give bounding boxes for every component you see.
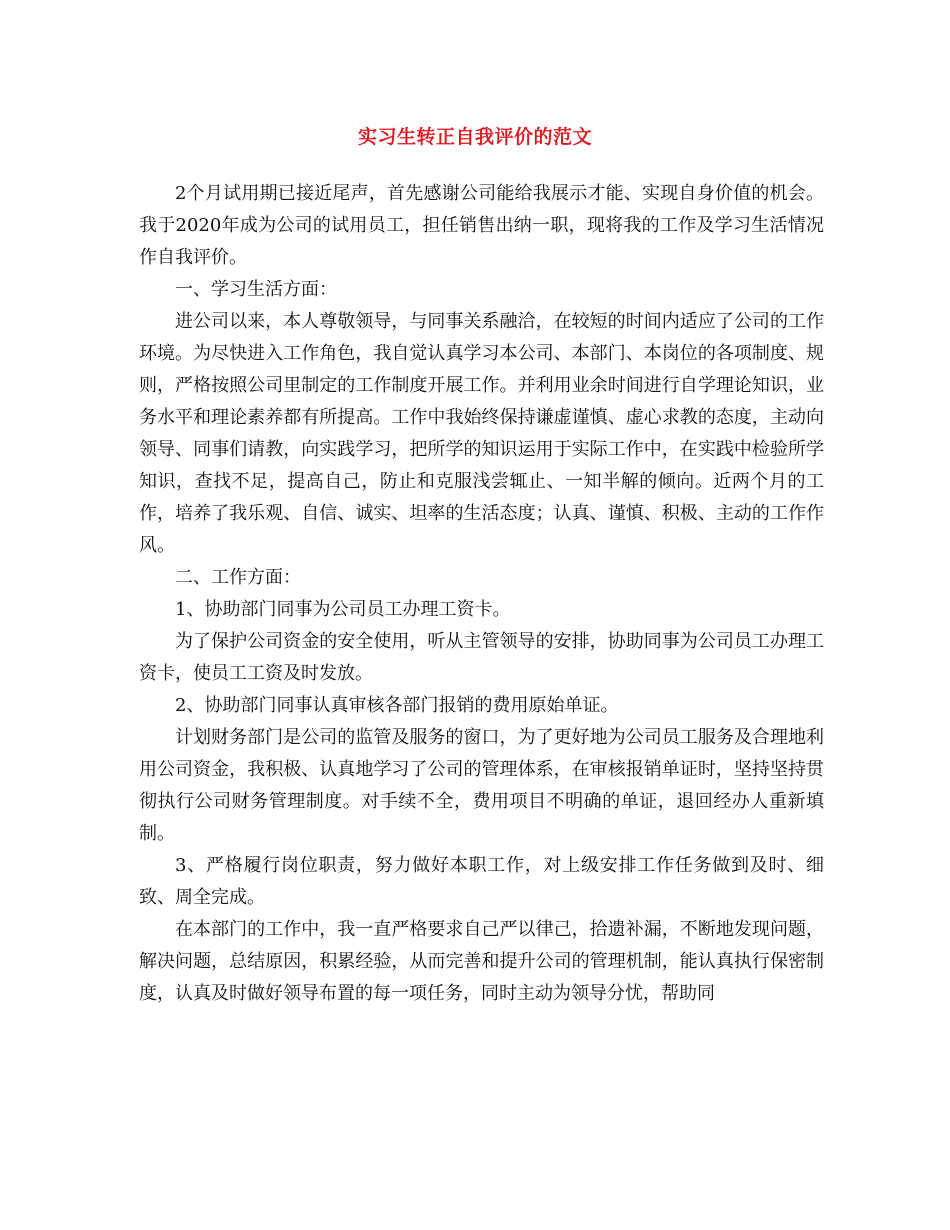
document-body <box>139 178 824 1010</box>
document-title: 实习生转正自我评价的范文 <box>357 126 592 148</box>
paragraph-item-2: 计划财务部门是公司的监管及服务的窗口，为了更好地为公司员工服务及合理地利用公司资金，我积极、认真地学习了公司的管理体系，在审核报销单证时，坚持坚持贯彻执行公司财务管理制度。对手续不全，费用项目不明确的单证，退回经办人重新填制。 <box>139 727 824 844</box>
paragraph-item-1: 为了保护公司资金的安全使用，听从主管领导的安排，协助同事为公司员工办理工资卡，使员工工资及时发放。 <box>139 631 824 684</box>
item-heading-2: 2、协助部门同事认真审核各部门报销的费用原始单证。 <box>175 695 619 716</box>
item-heading-1: 1、协助部门同事为公司员工办理工资卡。 <box>175 599 511 620</box>
item-heading-3: 3、严格履行岗位职责，努力做好本职工作，对上级安排工作任务做到及时、细致、周全完成。 <box>139 855 824 908</box>
paragraph-item-3: 在本部门的工作中，我一直严格要求自己严以律己，拾遗补漏，不断地发现问题，解决问题，总结原因，积累经验，从而完善和提升公司的管理机制，能认真执行保密制度，认真及时做好领导布置的每一项任务，同时主动为领导分忧，帮助同 <box>139 919 824 1004</box>
paragraph-intro: 2个月试用期已接近尾声，首先感谢公司能给我展示才能、实现自身价值的机会。我于2020年成为公司的试用员工，担任销售出纳一职，现将我的工作及学习生活情况作自我评价。 <box>139 183 824 268</box>
paragraph-study-life: 进公司以来，本人尊敬领导，与同事关系融洽，在较短的时间内适应了公司的工作环境。为尽快进入工作角色，我自觉认真学习本公司、本部门、本岗位的各项制度、规则，严格按照公司里制定的工作制度开展工作。并利用业余时间进行自学理论知识，业务水平和理论素养都有所提高。工作中我始终保持谦虚谨慎、虚心求教的态度，主动向领导、同事们请教，向实践学习，把所学的知识运用于实际工作中，在实践中检验所学知识，查找不足，提高自己，防止和克服浅尝辄止、一知半解的倾向。近两个月的工作，培养了我乐观、自信、诚实、坦率的生活态度；认真、谨慎、积极、主动的工作作风。 <box>139 311 824 556</box>
section-heading-work: 二、工作方面： <box>175 567 301 588</box>
section-heading-study-life: 一、学习生活方面： <box>175 279 337 300</box>
